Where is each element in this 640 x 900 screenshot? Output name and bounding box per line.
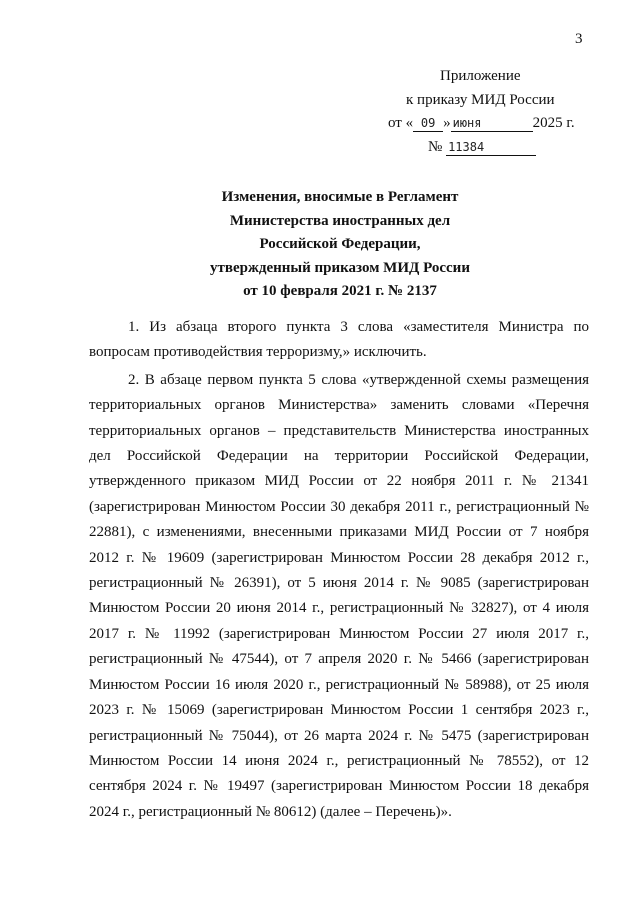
- number-prefix: №: [428, 138, 443, 155]
- date-day-field: 09: [413, 115, 443, 132]
- date-month-field: июня: [451, 115, 533, 132]
- title-line: Министерства иностранных дел: [229, 212, 451, 229]
- paragraph-2: 2. В абзаце первом пункта 5 слова «утвержденной схемы размещения территориальных органов Министерства» заменить словами «Перечня территориальных органов – представительств Министерства иностранных дел Российской Федерации на территории Российской Федерации, утвержденного приказом МИД России от 22 ноября 2011 г. № 21341 (зарегистрирован Минюстом России 30 декабря 2011 г., регистрационный № 22881), с изменениями, внесенными приказами МИД России от 7 ноября 2012 г. № 19609 (зарегистрирован Минюстом России 28 декабря 2012 г., регистрационный № 26391), от 5 июня 2014 г. № 9085 (зарегистрирован Минюстом России 20 июня 2014 г., регистрационный № 32827), от 4 июля 2017 г. № 11992 (зарегистрирован Минюстом России 27 июля 2017 г., регистрационный № 47544), от 7 апреля 2020 г. № 5466 (зарегистрирован Минюстом России 16 июля 2020 г., регистрационный № 58988), от 25 июля 2023 г. № 15069 (зарегистрирован Минюстом России 1 сентября 2023 г., регистрационный № 75044), от 26 марта 2024 г. № 5475 (зарегистрирован Минюстом России 14 июня 2024 г., регистрационный № 78552), от 12 сентября 2024 г. № 19497 (зарегистрирован Минюстом России 18 декабря 2024 г., регистрационный № 80612) (далее – Перечень)».: [89, 371, 589, 820]
- document-title: [150, 186, 530, 304]
- appendix-order-reference: к приказу МИД России: [406, 91, 555, 108]
- appendix-title: Приложение: [440, 68, 521, 84]
- order-number-field: 11384: [446, 139, 536, 156]
- appendix-date-line: [360, 112, 600, 136]
- title-line: от 10 февраля 2021 г. № 2137: [243, 283, 437, 299]
- date-year: 2025 г.: [532, 115, 575, 131]
- document-body: [89, 315, 589, 827]
- appendix-number-line: [360, 136, 600, 160]
- page-number: 3: [575, 31, 583, 47]
- appendix-header: [360, 65, 600, 159]
- title-line: Российской Федерации,: [259, 236, 421, 252]
- title-line: утвержденный приказом МИД России: [210, 259, 470, 276]
- date-mid: »: [443, 115, 451, 131]
- paragraph-1: 1. Из абзаца второго пункта 3 слова «заместителя Министра по вопросам противодействия терроризму,» исключить.: [89, 319, 589, 361]
- title-line: Изменения, вносимые в Регламент: [221, 189, 459, 205]
- date-prefix: от «: [388, 115, 414, 131]
